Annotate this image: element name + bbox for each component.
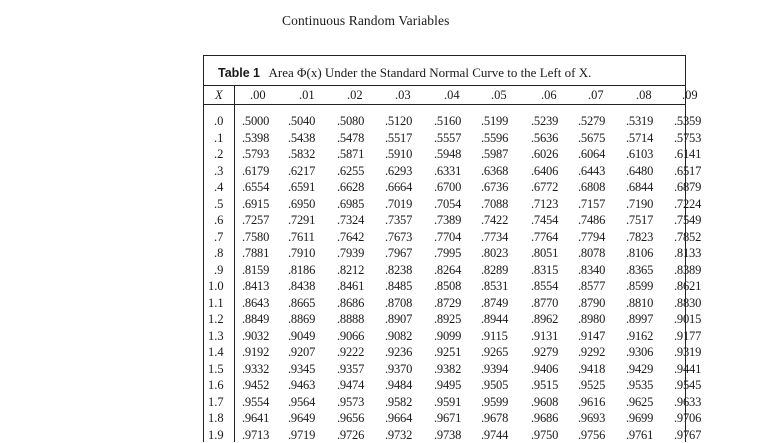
table-cell: .8749 [481,295,509,310]
table-cell: .8849 [242,312,270,326]
table-cell: .9664 [385,411,413,425]
table-caption-text: Area Φ(x) Under the Standard Normal Curve to the Left of X. [268,65,592,80]
table-cell: .8186 [288,262,316,277]
table-cell: .8925 [434,312,462,326]
table-cell: .5359 [674,114,702,128]
table-cell: .5832 [288,147,316,161]
row-x-value: .7 [214,229,224,244]
table-cell: .7291 [288,213,316,227]
column-header: .01 [299,88,315,102]
table-cell: .6179 [242,163,270,178]
table-cell: .7794 [578,229,606,244]
table-cell: .7611 [288,229,315,244]
table-cell: .8212 [337,262,365,277]
table-cell: .9756 [578,427,606,442]
normal-table [203,55,702,442]
table-cell: .8365 [626,262,654,277]
table-cell: .8577 [578,279,606,293]
table-cell: .8289 [481,262,509,277]
table-cell: .9706 [674,411,702,425]
table-cell: .9207 [288,345,316,359]
row-x-value: .9 [214,262,224,277]
row-x-value: .1 [214,130,224,145]
x-column-header: X [215,88,223,102]
table-cell: .6808 [578,180,606,194]
table-cell: .9564 [288,394,316,409]
table-cell: .6443 [578,163,606,178]
table-cell: .7324 [337,213,365,227]
table-cell: .8729 [434,295,462,310]
table-cell: .7881 [242,246,270,260]
table-cell: .8708 [385,295,413,310]
column-header: .09 [682,88,698,102]
table-cell: .8621 [674,279,702,293]
column-header: .07 [588,88,604,102]
table-cell: .6985 [337,196,365,211]
table-cell: .9625 [626,394,654,409]
table-cell: .8340 [578,262,606,277]
table-cell: .8461 [337,279,365,293]
column-header: .00 [250,88,266,102]
table-cell: .9265 [481,345,509,359]
table-cell: .7642 [337,229,365,244]
top-rule [204,85,685,86]
table-cell: .9719 [288,427,316,442]
table-cell: .7257 [242,213,270,227]
table-cell: .9738 [434,427,462,442]
row-x-value: 1.5 [208,361,224,376]
table-cell: .5948 [434,147,462,161]
table-cell: .6406 [531,163,559,178]
table-cell: .6026 [531,147,559,161]
table-cell: .7995 [434,246,462,260]
row-x-value: 1.9 [208,427,224,442]
table-cell: .7389 [434,213,462,227]
table-cell: .8264 [434,262,462,277]
page-header: Continuous Random Variables [282,13,450,28]
column-header: .08 [636,88,652,102]
table-cell: .5675 [578,130,606,145]
table-cell: .7823 [626,229,654,244]
table-cell: .9599 [481,394,509,409]
table-cell: .9032 [242,328,270,343]
table-cell: .6217 [288,163,316,178]
table-cell: .8944 [481,312,509,326]
row-x-value: .2 [214,147,224,161]
table-cell: .8686 [337,295,365,310]
table-number: 1 [252,66,260,80]
table-cell: .6591 [288,180,316,194]
table-cell: .9573 [337,394,365,409]
table-cell: .9319 [674,345,702,359]
table-cell: .9591 [434,394,462,409]
table-cell: .9732 [385,427,413,442]
table-cell: .8790 [578,295,606,310]
table-cell: .7673 [385,229,413,244]
table-cell: .8238 [385,262,413,277]
table-cell: .7088 [481,196,509,211]
table-cell: .8413 [242,279,270,293]
table-cell: .6772 [531,180,559,194]
table-cell: .6664 [385,180,413,194]
table-cell: .8051 [531,246,559,260]
row-x-value: 1.6 [208,378,224,392]
column-header: .04 [444,88,460,102]
table-cell: .9418 [578,361,606,376]
table-cell: .6368 [481,163,509,178]
table-cell: .9131 [531,328,559,343]
table-cell: .6700 [434,180,462,194]
table-cell: .5160 [434,114,462,128]
table-cell: .8980 [578,312,606,326]
table-cell: .7967 [385,246,413,260]
table-cell: .5596 [481,130,509,145]
table-cell: .8997 [626,312,654,326]
column-header: .03 [395,88,411,102]
table-cell: .9633 [674,394,702,409]
table-cell: .9726 [337,427,365,442]
table-cell: .9177 [674,328,702,343]
table-cell: .6141 [674,147,702,161]
column-header: .05 [491,88,507,102]
table-cell: .9251 [434,345,462,359]
table-cell: .9441 [674,361,702,376]
table-cell: .5239 [531,114,559,128]
table-cell: .8869 [288,312,316,326]
table-cell: .6103 [626,147,654,161]
table-cell: .6844 [626,180,654,194]
table-cell: .6950 [288,196,316,211]
table-cell: .9641 [242,411,270,425]
column-header: .02 [347,88,363,102]
table-cell: .5987 [481,147,509,161]
table-cell: .6879 [674,180,702,194]
table-cell: .9744 [481,427,509,442]
table-cell: .6736 [481,180,509,194]
table-cell: .8643 [242,295,270,310]
table-cell: .7939 [337,246,365,260]
table-cell: .8508 [434,279,462,293]
table-cell: .9515 [531,378,559,392]
table-cell: .9049 [288,328,316,343]
table-cell: .9484 [385,378,413,392]
table-cell: .8159 [242,262,270,277]
table-cell: .8106 [626,246,654,260]
table-cell: .7123 [531,196,559,211]
table-cell: .7157 [578,196,606,211]
table-cell: .9222 [337,345,365,359]
table-cell: .9192 [242,345,270,359]
table-cell: .9370 [385,361,413,376]
row-x-value: 1.8 [208,411,224,425]
table-cell: .9693 [578,411,606,425]
table-cell: .9099 [434,328,462,343]
table-cell: .9382 [434,361,462,376]
table-cell: .9713 [242,427,270,442]
row-x-value: 1.0 [208,279,224,293]
table-cell: .8554 [531,279,559,293]
table-cell: .7422 [481,213,509,227]
table-cell: .9292 [578,345,606,359]
table-cell: .9495 [434,378,462,392]
x-column-divider [234,86,235,442]
row-x-value: 1.7 [208,394,224,409]
table-cell: .7549 [674,213,702,227]
table-cell: .8315 [531,262,559,277]
row-x-value: .4 [214,180,224,194]
table-cell: .8485 [385,279,413,293]
table-cell: .6480 [626,163,654,178]
table-cell: .7517 [626,213,654,227]
table-cell: .9656 [337,411,365,425]
table-cell: .9671 [434,411,462,425]
table-cell: .9608 [531,394,559,409]
table-cell: .5871 [337,147,365,161]
header-rule [204,104,685,105]
table-cell: .7190 [626,196,654,211]
row-x-value: 1.3 [208,328,224,343]
table-cell: .7734 [481,229,509,244]
table-cell: .5478 [337,130,365,145]
table-cell: .8133 [674,246,702,260]
table-cell: .9015 [674,312,702,326]
table-cell: .9686 [531,411,559,425]
table-cell: .8888 [337,312,365,326]
table-cell: .8389 [674,262,702,277]
table-cell: .5319 [626,114,654,128]
table-cell: .7019 [385,196,413,211]
table-cell: .9452 [242,378,270,392]
table-cell: .9761 [626,427,654,442]
table-cell: .9147 [578,328,606,343]
table-cell: .6331 [434,163,462,178]
table-cell: .9535 [626,378,654,392]
table-label: Table [218,66,250,80]
row-x-value: 1.1 [208,295,224,310]
table-cell: .5910 [385,147,413,161]
table-cell: .7704 [434,229,462,244]
row-x-value: .8 [214,246,224,260]
table-cell: .7852 [674,229,702,244]
table-cell: .5438 [288,130,316,145]
table-cell: .9505 [481,378,509,392]
table-cell: .5000 [242,114,270,128]
column-header: .06 [541,88,557,102]
table-cell: .6064 [578,147,606,161]
table-cell: .5753 [674,130,702,145]
table-cell: .5040 [288,114,316,128]
table-cell: .9115 [481,328,508,343]
table-cell: .6554 [242,180,270,194]
table-cell: .6915 [242,196,270,211]
table-cell: .7764 [531,229,559,244]
table-cell: .7224 [674,196,702,211]
table-cell: .9306 [626,345,654,359]
row-x-value: .3 [214,163,224,178]
table-cell: .9545 [674,378,702,392]
table-cell: .5714 [626,130,654,145]
table-cell: .9554 [242,394,270,409]
table-cell: .5557 [434,130,462,145]
table-cell: .9649 [288,411,316,425]
table-cell: .5120 [385,114,413,128]
table-cell: .6255 [337,163,365,178]
table-cell: .9474 [337,378,365,392]
table-cell: .6517 [674,163,702,178]
table-cell: .9750 [531,427,559,442]
table-cell: .9279 [531,345,559,359]
table-cell: .8023 [481,246,509,260]
table-cell: .5398 [242,130,270,145]
table-cell: .8078 [578,246,606,260]
table-cell: .7486 [578,213,606,227]
table-cell: .5793 [242,147,270,161]
table-cell: .8531 [481,279,509,293]
table-cell: .9236 [385,345,413,359]
table-cell: .9699 [626,411,654,425]
table-cell: .5080 [337,114,365,128]
table-cell: .8962 [531,312,559,326]
row-x-value: .5 [214,196,224,211]
table-cell: .9332 [242,361,270,376]
table-cell: .9429 [626,361,654,376]
table-cell: .9678 [481,411,509,425]
table-cell: .5517 [385,130,413,145]
table-cell: .9406 [531,361,559,376]
table-cell: .7054 [434,196,462,211]
row-x-value: 1.2 [208,312,224,326]
table-cell: .5636 [531,130,559,145]
table-cell: .9582 [385,394,413,409]
table-caption [218,65,591,81]
table-cell: .8810 [626,295,654,310]
row-x-value: 1.4 [208,345,224,359]
table-cell: .7910 [288,246,316,260]
table-cell: .8830 [674,295,702,310]
table-cell: .9463 [288,378,316,392]
table-cell: .7357 [385,213,413,227]
table-cell: .9082 [385,328,413,343]
table-cell: .9616 [578,394,606,409]
table-cell: .9066 [337,328,365,343]
table-cell: .9525 [578,378,606,392]
table-cell: .9357 [337,361,365,376]
table-cell: .5199 [481,114,509,128]
table-cell: .6628 [337,180,365,194]
row-x-value: .0 [214,114,224,128]
table-cell: .8438 [288,279,316,293]
table-cell: .8599 [626,279,654,293]
table-cell: .9767 [674,427,702,442]
table-cell: .8665 [288,295,316,310]
table-cell: .9394 [481,361,509,376]
table-cell: .8907 [385,312,413,326]
table-cell: .5279 [578,114,606,128]
table-cell: .7580 [242,229,270,244]
table-cell: .8770 [531,295,559,310]
table-cell: .9345 [288,361,316,376]
row-x-value: .6 [214,213,224,227]
table-cell: .9162 [626,328,654,343]
table-cell: .6293 [385,163,413,178]
table-cell: .7454 [531,213,559,227]
